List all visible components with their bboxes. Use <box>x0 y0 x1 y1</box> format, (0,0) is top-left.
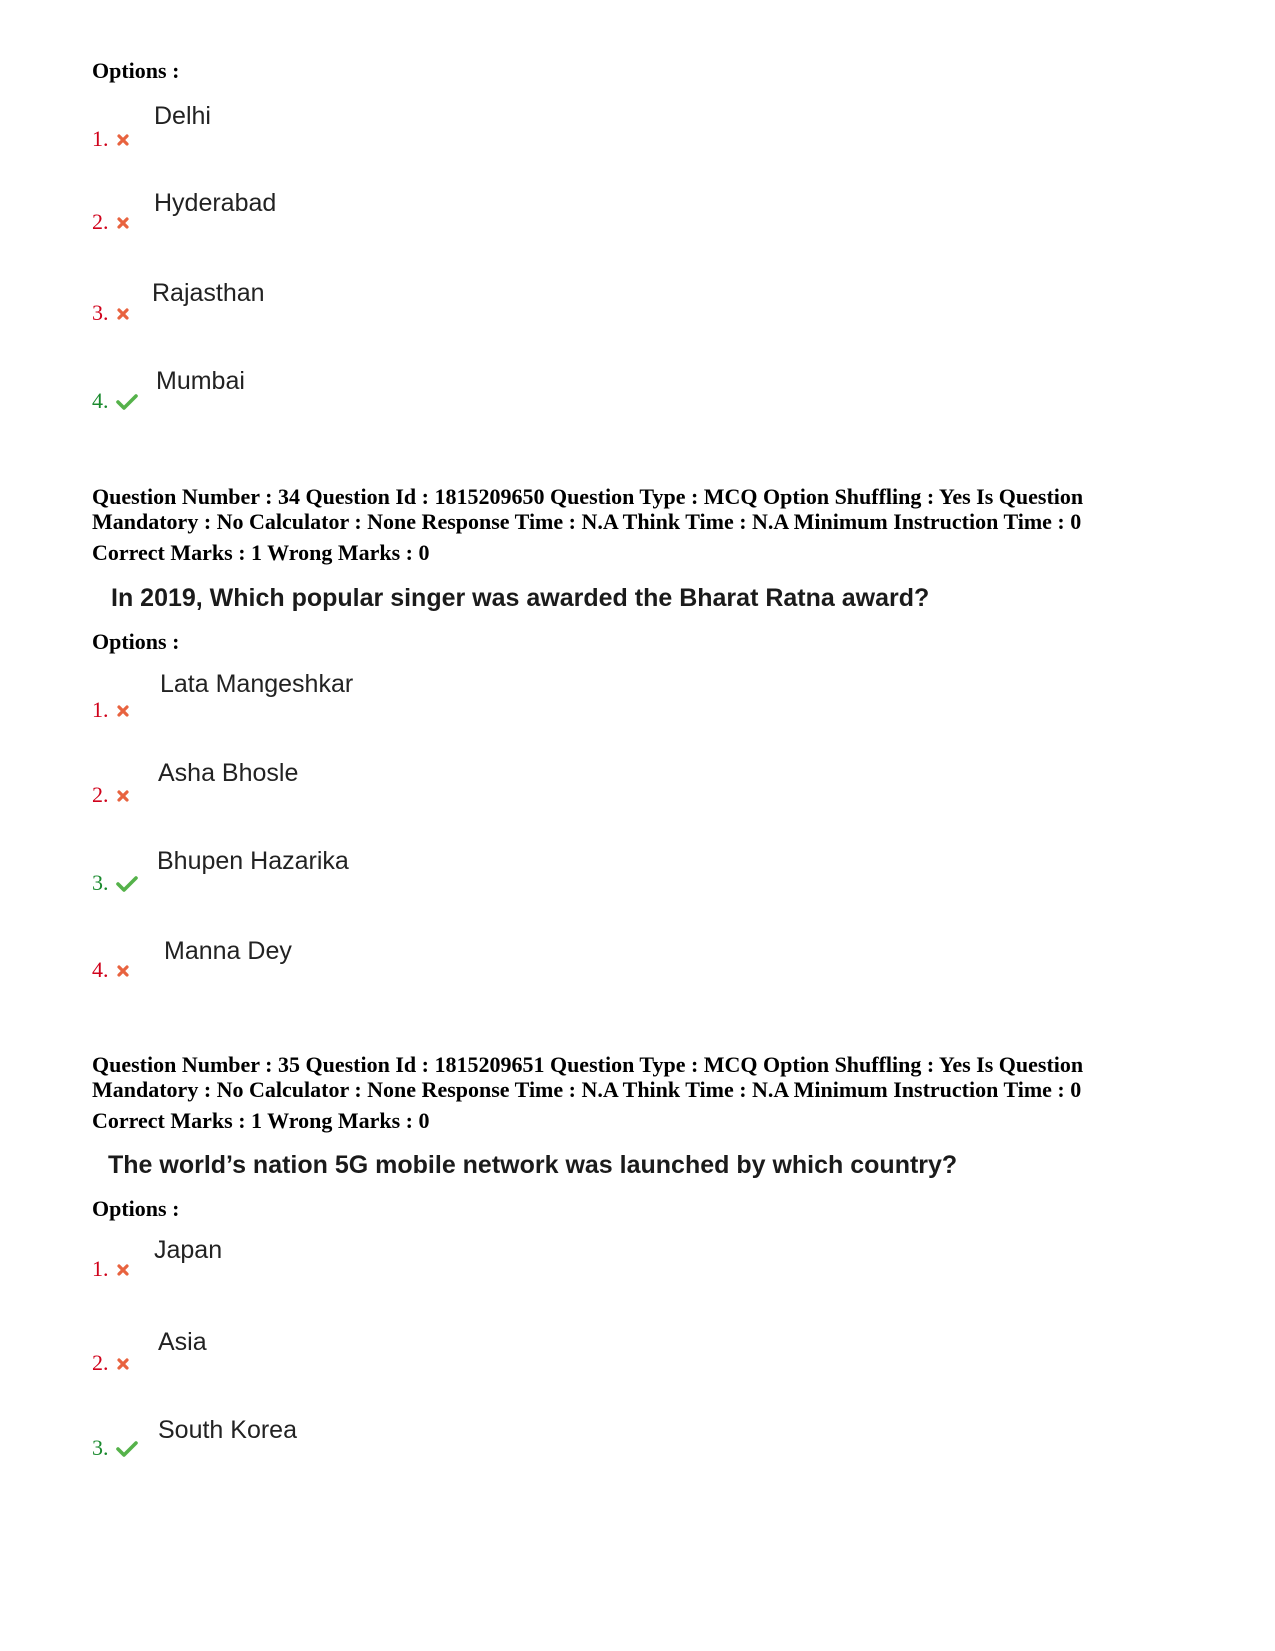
option-text: Japan <box>154 1236 223 1264</box>
option-marker <box>92 957 130 983</box>
option-marker <box>92 209 130 235</box>
option-number: 3. <box>92 1435 109 1460</box>
options-heading: Options : <box>92 1196 180 1221</box>
option-text: Asha Bhosle <box>158 759 299 787</box>
cross-icon <box>116 216 130 235</box>
cross-icon <box>116 1263 130 1282</box>
option-marker <box>92 1256 130 1282</box>
question-meta-line2: Mandatory : No Calculator : None Response Time : N.A Think Time : N.A Minimum Instruction Time : 0 <box>92 509 1082 534</box>
check-icon <box>116 393 138 416</box>
option-number: 2. <box>92 782 109 807</box>
option-text: Asia <box>158 1328 207 1356</box>
option-number: 1. <box>92 1256 109 1281</box>
option-number: 1. <box>92 126 109 151</box>
cross-icon <box>116 789 130 808</box>
cross-icon <box>116 307 130 326</box>
option-number: 2. <box>92 209 109 234</box>
option-marker <box>92 870 138 898</box>
option-text: Manna Dey <box>164 937 292 965</box>
question-text: The world’s nation 5G mobile network was launched by which country? <box>108 1151 958 1179</box>
question-marks: Correct Marks : 1 Wrong Marks : 0 <box>92 1108 430 1133</box>
option-text: South Korea <box>158 1416 297 1444</box>
options-heading: Options : <box>92 58 180 83</box>
option-marker <box>92 300 130 326</box>
option-text: Bhupen Hazarika <box>157 847 349 875</box>
check-icon <box>116 1440 138 1463</box>
cross-icon <box>116 1357 130 1376</box>
option-number: 3. <box>92 870 109 895</box>
option-text: Mumbai <box>156 367 245 395</box>
option-marker <box>92 388 138 416</box>
cross-icon <box>116 704 130 723</box>
option-text: Rajasthan <box>152 279 265 307</box>
option-number: 1. <box>92 697 109 722</box>
option-marker <box>92 697 130 723</box>
question-meta-line1: Question Number : 34 Question Id : 1815209650 Question Type : MCQ Option Shuffling : Yes Is Question <box>92 484 1084 509</box>
option-marker <box>92 782 130 808</box>
option-number: 3. <box>92 300 109 325</box>
option-number: 4. <box>92 957 109 982</box>
option-marker <box>92 126 130 152</box>
options-heading: Options : <box>92 629 180 654</box>
question-marks: Correct Marks : 1 Wrong Marks : 0 <box>92 540 430 565</box>
option-text: Lata Mangeshkar <box>160 670 354 698</box>
option-text: Delhi <box>154 102 211 130</box>
option-marker <box>92 1350 130 1376</box>
option-text: Hyderabad <box>154 189 277 217</box>
question-text: In 2019, Which popular singer was awarded the Bharat Ratna award? <box>111 584 930 612</box>
question-meta-line2: Mandatory : No Calculator : None Response Time : N.A Think Time : N.A Minimum Instruction Time : 0 <box>92 1077 1082 1102</box>
check-icon <box>116 875 138 898</box>
cross-icon <box>116 964 130 983</box>
option-marker <box>92 1435 138 1463</box>
question-meta-line1: Question Number : 35 Question Id : 1815209651 Question Type : MCQ Option Shuffling : Yes Is Question <box>92 1052 1084 1077</box>
option-number: 4. <box>92 388 109 413</box>
option-number: 2. <box>92 1350 109 1375</box>
cross-icon <box>116 133 130 152</box>
